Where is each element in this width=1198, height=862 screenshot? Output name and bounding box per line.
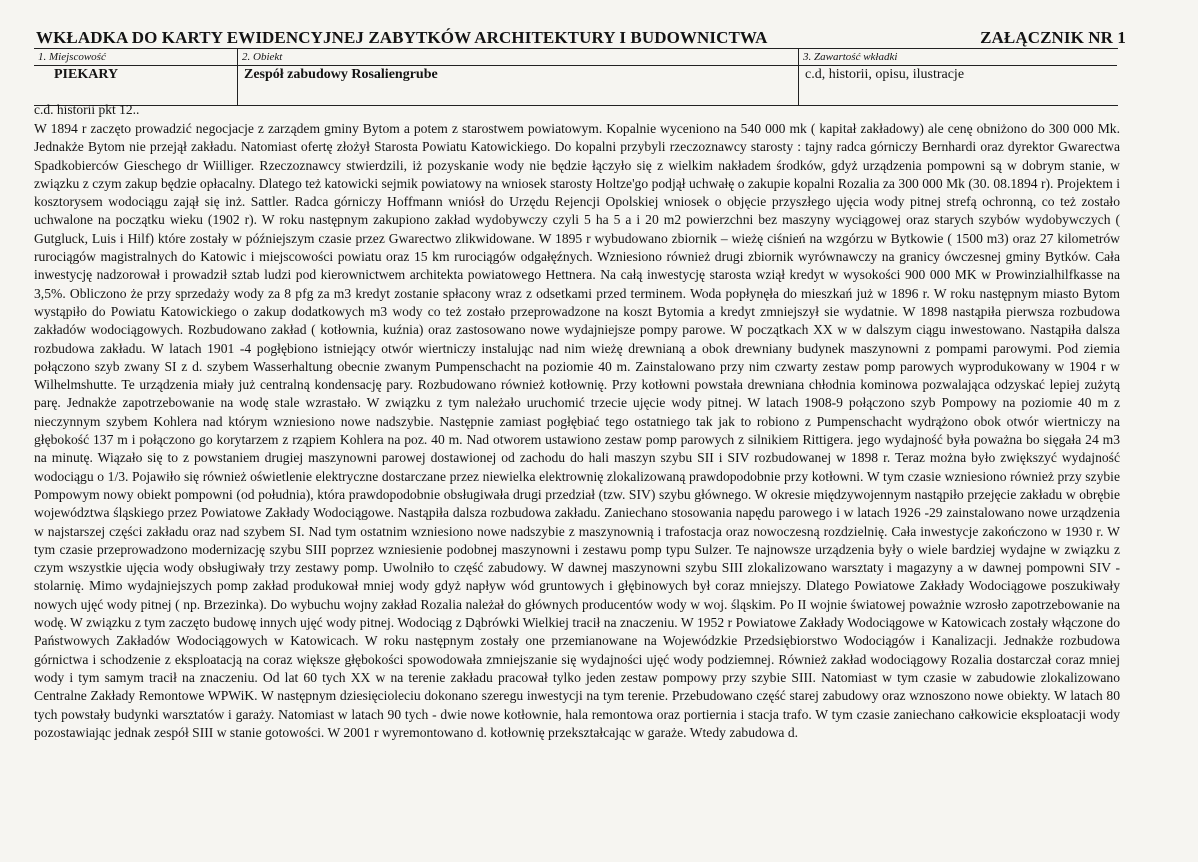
field-contents — [798, 49, 1117, 105]
field-contents-value: c.d, historii, opisu, ilustracje — [805, 67, 965, 82]
annex-label: ZAŁĄCZNIK NR 1 — [980, 28, 1126, 47]
record-fields-table — [34, 48, 1118, 106]
history-paragraph: W 1894 r zaczęto prowadzić negocjacje z zarządem gminy Bytom a potem z starostwem powiatowym. Kopalnie wyceniono na 540 000 mk ( kapitał zakładowy) ale cenę obniżono do 300 000 Mk. Jednakże Bytom nie przejął zakładu. Natomiast ofertę złożył Starosta Powiatu Katowickiego. Do kopalni przybyli rzeczoznawcy starosty : tajny radca górniczy Bernhardi oraz dyrektor Gwarectwa Spadkobierców Gieschego dr Wiilliger. Rzeczoznawcy stwierdzili, iż pozyskanie wody nie będzie łączyło się z wielkim nakładem środków, gdyż urządzenia pompowni są w dobrym stanie, w związku z czym zakup będzie opłacalny. Dlatego też katowicki sejmik powiatowy na wniosek starosty Holtze'go podjął uchwałę o zakupie kopalni Rozalia za 300 000 Mk (30. 08.1894 r). Projektem i kosztorysem wodociągu zajął się inż. Sattler. Radca górniczy Hoffmann wniósł do Urzędu Rejencji Opolskiej wniosek o objęcie przyszłego ujęcia wody pitnej strefą ochronną, co też zostało uchwalone na początku wieku (1902 r). W roku następnym zakupiono zakład wydobywczy czyli 5 ha 5 a i 20 m2 powierzchni bez maszyny wyciągowej oraz starych szybów wydobywczych ( Gutgluck, Luis i Hilf) które zostały w późniejszym czasie przez Gwarectwo zlikwidowane. W 1895 r wybudowano zbiornik – wieżę ciśnień na wzgórzu w Bytkowie ( 1500 m3) oraz 27 kilometrów rurociągów magistralnych do Katowic i miejscowości powiatu oraz 15 km rurociągów odgałęźnych. Wzniesiono również drugi zbiornik wyrównawczy na granicy ówczesnej gminy Bytków. Cała inwestycję nadzorował i prowadził sztab ludzi pod kierownictwem architekta powiatowego Hettnera. Na całą inwestycję starosta wziął kredyt w wysokości 900 000 MK w Prowinzialhilfkasse na 3,5%. Obliczono że przy sprzedaży wody za 8 pfg za m3 kredyt zostanie spłacony wraz z odsetkami przed terminem. Woda popłynęła do mieszkań już w 1896 r. W roku następnym miasto Bytom wystąpiło do Powiatu Katowickiego o zakup dodatkowych m3 wody co też zostało przeprowadzone na koszt Bytomia a kredyt zmniejszył sie wydatnie. W 1898 nastąpiła pierwsza rozbudowa zakładów wodociągowych. Rozbudowano zakład ( kotłownia, kuźnia) oraz zastosowano nowe wydajniejsze pompy parowe. W początkach XX w w dalszym ciągu inwestowano. Nastąpiła dalsza rozbudowa zakładu. W latach 1901 -4 pogłębiono istniejący otwór wiertniczy instalując nad nim wieżę drewnianą a obok drewniany budynek maszynowni z pompami parowymi. Pod ziemia połączono szyb zwany SI z d. szybem Wasserhaltung obecnie zwanym Pumpenschacht na poziomie 40 m. Zainstalowano przy nim czwarty zestaw pomp parowych wyprodukowany w 1904 r w Wilhelmshutte. Te urządzenia miały już centralną kondensację pary. Rozbudowano również kotłownię. Przy kotłowni powstała drewniana chłodnia kominowa pozwalająca odzyskać lepiej zużytą parę. Jednakże zapotrzebowanie na wodę stale wzrastało. W związku z tym należało uruchomić trzecie ujęcie wody pitnej. W latach 1908-9 połączono szyb Pompowy na poziomie 40 m z nieczynnym szybem Kohlera nad którym wzniesiono nowe nadszybie. Następnie zamiast pogłębiać tego ostatniego tak jak to robiono z Pumpenschacht wydrążono obok otwór wiertniczy na głębokość 137 m i połączono go korytarzem z rząpiem Kohlera na poz. 40 m. Nad otworem ustawiono zestaw pomp parowych z silnikiem Rittigera. jego wydajność była poważna bo sięgała 24 m3 na minutę. Wiązało się to z powstaniem drugiej maszynowni parowej dostawionej od zachodu do hali maszyn szybu SII i SIV rozbudowanej w 1898 r. Teraz można było zwiększyć wydajność wodociągu o 1/3. Pojawiło się również oświetlenie elektryczne dostarczane przez niewielka elektrownię zlokalizowaną prawdopodobnie przy kotłowni. W tym czasie wzniesiono również przy szybie Pompowym nowy obiekt pompowni (od południa), która prawdopodobnie obsługiwała drugi przedział (tzw. SIV) szybu głównego. W okresie międzywojennym nastąpiło przejęcie zakładu w obrębie województwa śląskiego przez Powiatowe Zakłady Wodociągowe. Nastąpiła dalsza rozbudowa zakładu. Zaniechano stosowania napędu parowego i w latach 1926 -29 zainstalowano nowe urządzenia w najstarszej części zakładu oraz nad szybem SI. Nad tym ostatnim wzniesiono nowe nadszybie z maszynownią i trafostacja oraz nowoczesną rozdzielnię. Cała inwestycje zakończono w 1930 r. W tym czasie przeprowadzono modernizację szybu SIII poprzez wzniesienie podobnej maszynowni i zestawu pomp typu Sulzer. Te najnowsze urządzenia były o wiele bardziej wydajne w związku z czym wszystkie ujęcia wody obsługiwały trzy zestawy pomp. Uwolniło to część zabudowy. W dawnej maszynowni szybu SIII zlokalizowano warsztaty i magazyny a w dawnej pompowni SIV - stolarnię. Mimo wydajniejszych pomp zakład produkował mniej wody gdyż napływ wód gruntowych i głębinowych był coraz mniejszy. Dlatego Powiatowe Zakłady Wodociągowe poszukiwały nowych ujęć wody pitnej ( np. Brzezinka). Do wybuchu wojny zakład Rozalia należał do głównych producentów wody w woj. śląskim. Po II wojnie światowej poważnie wzrosło zapotrzebowanie na wodę. W związku z tym zaczęto budowę innych ujęć wody pitnej. Wodociąg z Dąbrówki Wielkiej tracił na znaczeniu. W 1952 r Powiatowe Zakłady Wodociągowe w Katowicach zostały włączone do Państwowych Zakładów Wodociągowych w Katowicach. W roku następnym zostały one przemianowane na Wojewódzkie Przedsiębiorstwo Wodociągów i Kanalizacji. Jednakże rozbudowa górnictwa i schodzenie z eksploatacją na coraz większe głębokości spowodowała zmniejszanie się wydajności ujęć wody podziemnej. Również zakład wodociągowy Rozalia dostarczał coraz mniej wody i tym samym tracił na znaczeniu. Od lat 60 tych XX w na terenie zakładu pracował tylko jeden zestaw pompowy przy szybie SIII. Natomiast w tym czasie w zabudowie zlokalizowano Centralne Zakłady Remontowe WPWiK. W następnym dziesięcioleciu dokonano szeregu inwestycji na tym terenie. Przebudowano część starej zabudowy oraz wznoszono nowe obiekty. W latach 80 tych powstały budynki warsztatów i garaży. Natomiast w latach 90 tych - dwie nowe kotłownie, hala remontowa oraz portiernia i stacja trafo. W tym czasie zaniechano całkowicie eksploatacji wody pozostawiając jednak zespół SIII w stanie gotowości. W 2001 r wyremontowano d. kotłownię przekształcając w garaże. Wtedy zabudowa d. — [34, 121, 1120, 740]
document-title: WKŁADKA DO KARTY EWIDENCYJNEJ ZABYTKÓW ARCHITEKTURY I BUDOWNICTWA — [36, 28, 768, 47]
field-object-label: 2. Obiekt — [242, 51, 283, 63]
history-body — [34, 120, 1120, 858]
continuation-label: c.d. historii pkt 12.. — [34, 102, 140, 117]
field-object — [237, 49, 799, 105]
field-object-value: Zespół zabudowy Rosaliengrube — [244, 67, 438, 82]
field-locality-value: PIEKARY — [54, 67, 119, 82]
document-header — [36, 28, 1128, 50]
field-divider — [34, 65, 237, 66]
field-contents-label: 3. Zawartość wkładki — [803, 51, 898, 63]
field-divider — [799, 65, 1117, 66]
field-locality — [34, 49, 237, 105]
field-divider — [238, 65, 799, 66]
field-locality-label: 1. Miejscowość — [38, 51, 106, 63]
